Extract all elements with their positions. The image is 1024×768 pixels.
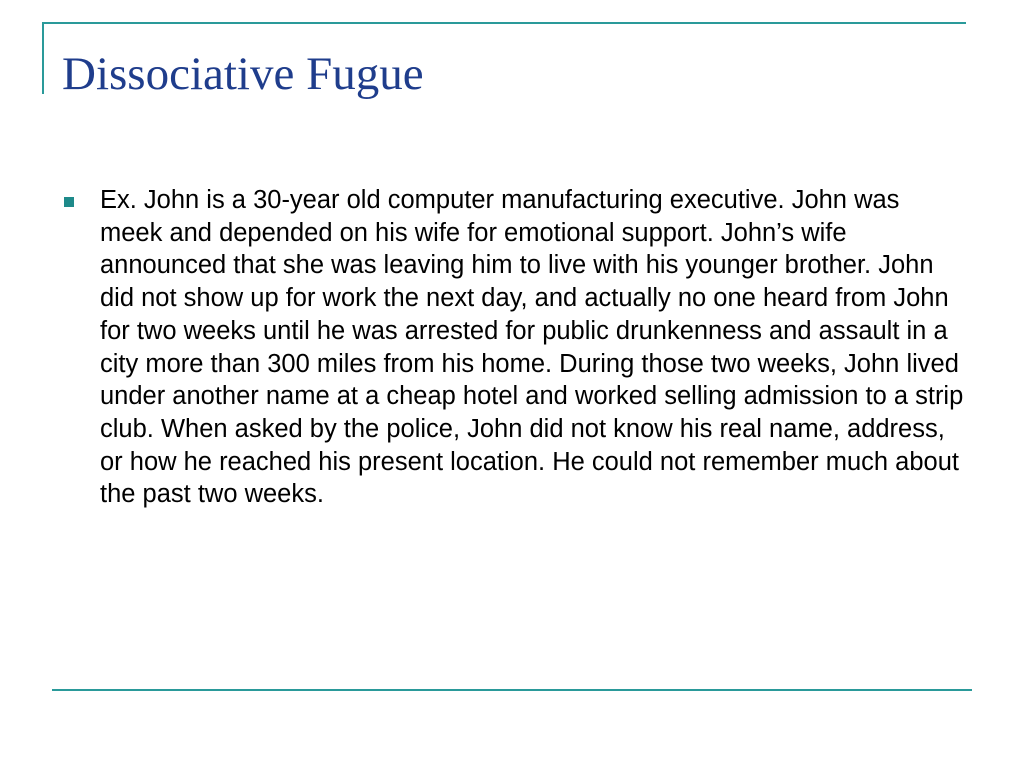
- bullet-item: [62, 184, 962, 511]
- title-accent-horizontal-line: [42, 22, 966, 24]
- footer-divider-line: [52, 689, 972, 691]
- slide-body: [62, 184, 962, 511]
- slide-title: Dissociative Fugue: [62, 48, 424, 100]
- bullet-text: Ex. John is a 30-year old computer manufacturing executive. John was meek and depended on his wife for emotional support. John’s wife announced that she was leaving him to live with his younger brother. John did not show up for work the next day, and actually no one heard from John for two weeks until he was arrested for public drunkenness and assault in a city more than 300 miles from his home. During those two weeks, John lived under another name at a cheap hotel and worked selling admission to a strip club. When asked by the police, John did not know his real name, address, or how he reached his present location. He could not remember much about the past two weeks.: [100, 186, 964, 509]
- square-bullet-icon: [64, 197, 74, 207]
- title-accent-vertical-line: [42, 22, 44, 94]
